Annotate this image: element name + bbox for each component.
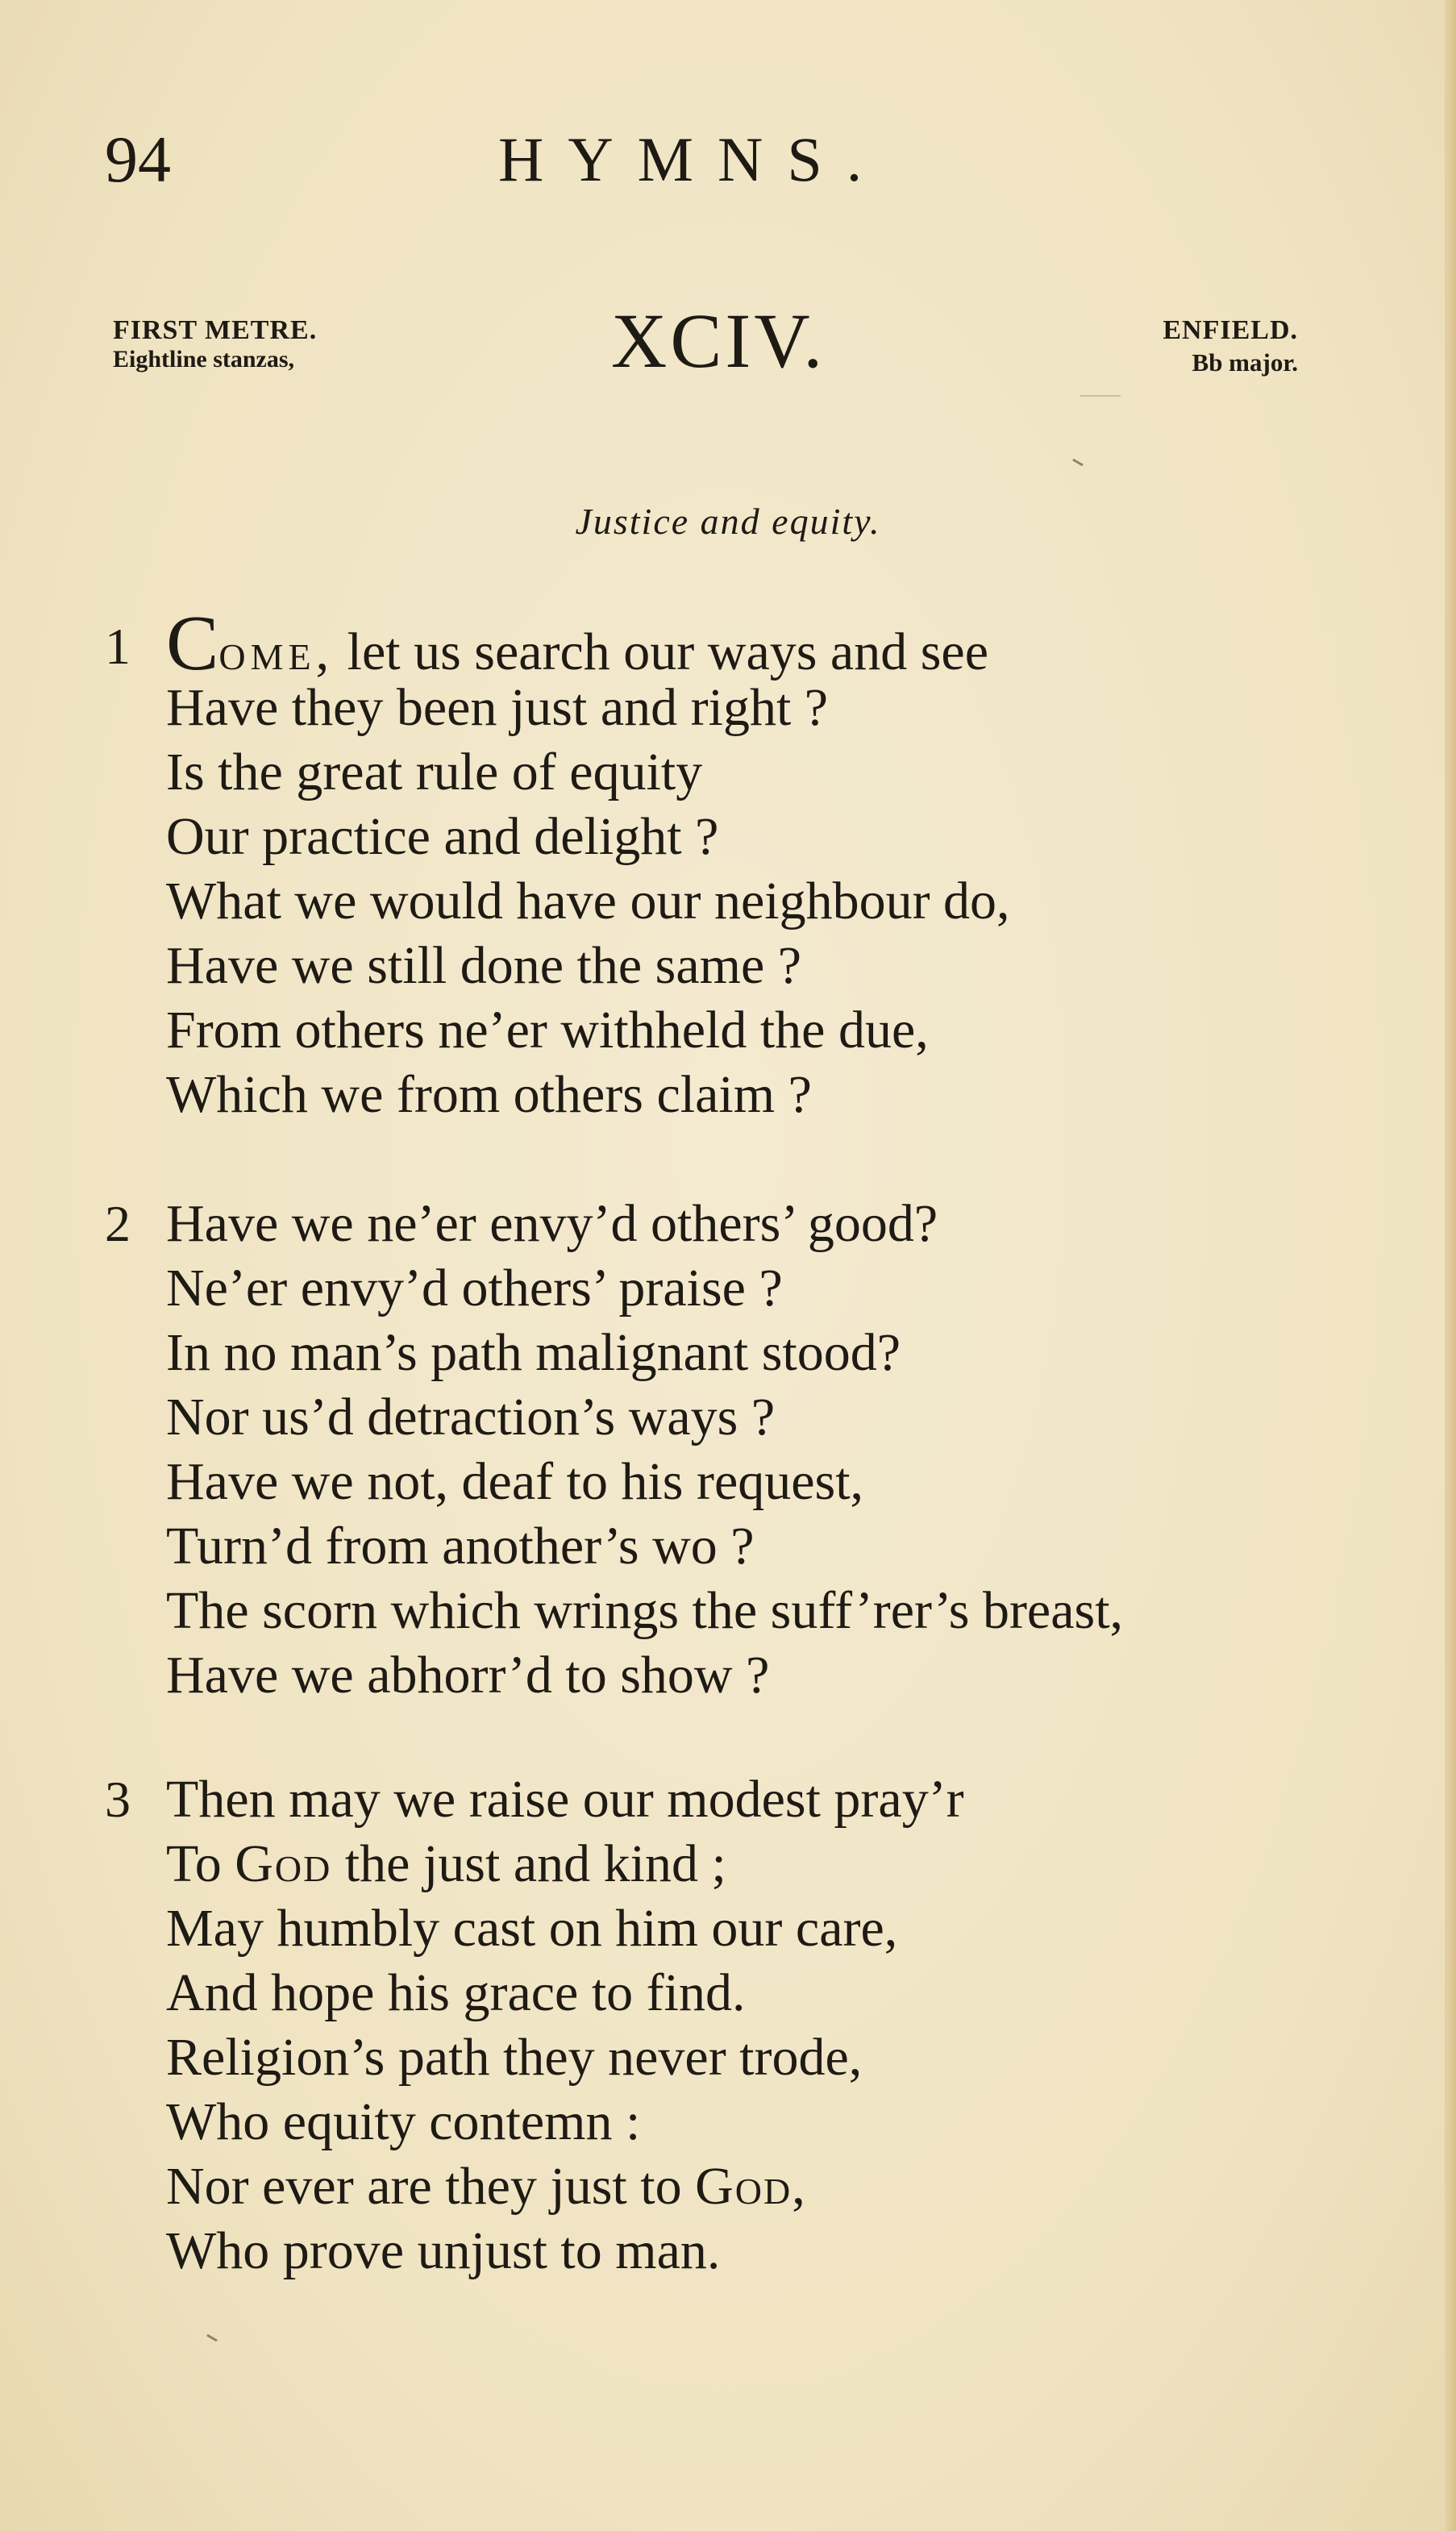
stanza-number: 2 [105,1195,131,1252]
stanza-line: Our practice and delight ? [166,807,719,866]
stanza-line: Ne’er envy’d others’ praise ? [166,1259,783,1318]
stanza-form: Eightline stanzas, [113,346,295,373]
stanza-line: Then may we raise our modest pray’r [166,1770,964,1829]
stanza-line: In no man’s path malignant stood? [166,1323,901,1382]
stanza-line: Have they been just and right ? [166,678,829,737]
stanza-line: Have we not, deaf to his request, [166,1452,864,1511]
hymn-subject: Justice and equity. [575,501,881,542]
page-edge [1445,0,1456,2531]
page-number: 94 [105,123,171,196]
stanza-line: Which we from others claim ? [166,1065,812,1124]
stanza-line: The scorn which wrings the suff’rer’s breast, [166,1581,1124,1640]
tune-name: ENFIELD. [1163,315,1298,345]
stanza-line: Turn’d from another’s wo ? [166,1517,755,1576]
metre-info [113,314,317,376]
stanza-line: Religion’s path they never trode, [166,2028,863,2087]
stanza-line: Have we still done the same ? [166,936,802,995]
stanza-line: Nor us’d detraction’s ways ? [166,1388,776,1447]
stanza-line: Who prove unjust to man. [166,2221,721,2280]
stanza-number: 3 [105,1771,131,1828]
running-header [105,119,911,200]
line-text: To [166,1834,235,1893]
tune-key: Bb major. [1192,348,1298,377]
stanza-line: Is the great rule of equity [166,743,703,801]
hymn-number: XCIV. [611,298,826,384]
running-title: HYMNS. [498,124,887,194]
stanza-line: And hope his grace to find. [166,1963,746,2022]
ink-speck [1072,459,1084,467]
drop-cap: C [166,600,219,687]
ornament-rule [1080,395,1121,397]
stanza-number: 1 [105,618,131,675]
stanza-line: Who equity contemn : [166,2092,641,2151]
line-text: Nor ever are they just to [166,2157,696,2216]
stanza-line [166,2154,805,2219]
stanza-line: From others ne’er withheld the due, [166,1001,929,1059]
divine-name: God [235,1834,332,1893]
tune-info [1163,314,1298,379]
line-text: the just and kind ; [331,1834,726,1893]
divine-name: God [695,2157,792,2216]
ink-speck [206,2334,218,2342]
stanza-line: Have we ne’er envy’d others’ good? [166,1194,938,1253]
stanza-line [166,600,988,687]
stanza-line: May humbly cast on him our care, [166,1899,898,1958]
metre-label: FIRST METRE. [113,315,318,345]
first-line-rest: let us search our ways and see [334,622,988,681]
stanza-line [166,1832,726,1896]
stanza-line: What we would have our neighbour do, [166,872,1010,930]
line-text: , [792,2157,805,2216]
stanza-line: Have we abhorr’d to show ? [166,1646,770,1705]
first-word-rest: ome, [218,622,335,681]
